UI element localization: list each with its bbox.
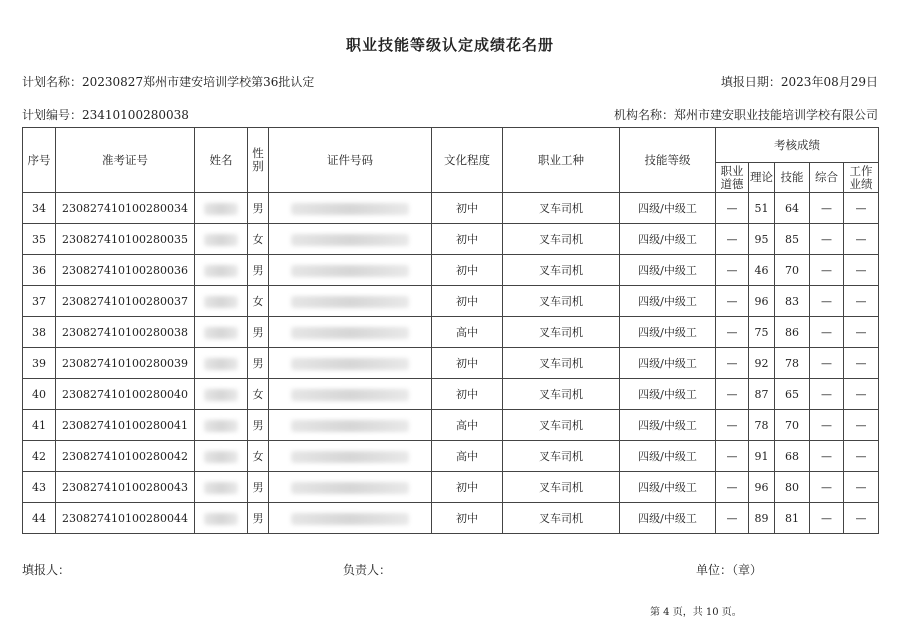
header-id-no: 证件号码 xyxy=(269,128,432,193)
cell-exam-no: 230827410100280037 xyxy=(56,286,195,317)
cell-id-no-redacted xyxy=(269,503,432,534)
cell-theory: 51 xyxy=(749,193,775,224)
cell-job: 叉车司机 xyxy=(503,441,620,472)
cell-gender: 男 xyxy=(248,255,269,286)
cell-job: 叉车司机 xyxy=(503,255,620,286)
fill-date: 填报日期：2023年08月29日 xyxy=(720,75,878,89)
redacted-blur xyxy=(204,389,238,401)
redacted-blur xyxy=(204,265,238,277)
header-education: 文化程度 xyxy=(432,128,503,193)
cell-comprehensive: — xyxy=(810,441,844,472)
cell-performance: — xyxy=(844,441,879,472)
cell-exam-no: 230827410100280039 xyxy=(56,348,195,379)
cell-seq: 35 xyxy=(23,224,56,255)
redacted-blur xyxy=(204,451,238,463)
header-name: 姓名 xyxy=(195,128,248,193)
cell-gender: 女 xyxy=(248,286,269,317)
cell-education: 初中 xyxy=(432,224,503,255)
cell-name-redacted xyxy=(195,379,248,410)
cell-education: 高中 xyxy=(432,317,503,348)
cell-skill: 81 xyxy=(775,503,810,534)
cell-comprehensive: — xyxy=(810,503,844,534)
cell-gender: 女 xyxy=(248,441,269,472)
cell-level: 四级/中级工 xyxy=(620,193,716,224)
cell-comprehensive: — xyxy=(810,472,844,503)
cell-skill: 85 xyxy=(775,224,810,255)
table-row xyxy=(23,286,879,317)
cell-level: 四级/中级工 xyxy=(620,503,716,534)
redacted-blur xyxy=(204,358,238,370)
cell-performance: — xyxy=(844,348,879,379)
cell-exam-no: 230827410100280040 xyxy=(56,379,195,410)
header-comprehensive: 综合 xyxy=(810,163,844,193)
header-seq: 序号 xyxy=(23,128,56,193)
redacted-blur xyxy=(291,420,409,432)
cell-performance: — xyxy=(844,410,879,441)
cell-theory: 95 xyxy=(749,224,775,255)
cell-seq: 43 xyxy=(23,472,56,503)
cell-name-redacted xyxy=(195,286,248,317)
cell-gender: 男 xyxy=(248,348,269,379)
cell-id-no-redacted xyxy=(269,348,432,379)
plan-name: 计划名称：20230827郑州市建安培训学校第36批认定 xyxy=(22,75,315,89)
cell-skill: 83 xyxy=(775,286,810,317)
header-level: 技能等级 xyxy=(620,128,716,193)
header-theory: 理论 xyxy=(749,163,775,193)
cell-name-redacted xyxy=(195,410,248,441)
header-exam-no: 准考证号 xyxy=(56,128,195,193)
table-row xyxy=(23,472,879,503)
cell-skill: 70 xyxy=(775,410,810,441)
cell-exam-no: 230827410100280044 xyxy=(56,503,195,534)
score-roster-table xyxy=(22,127,879,534)
cell-gender: 男 xyxy=(248,317,269,348)
redacted-blur xyxy=(291,234,409,246)
cell-theory: 89 xyxy=(749,503,775,534)
table-row xyxy=(23,255,879,286)
cell-id-no-redacted xyxy=(269,286,432,317)
redacted-blur xyxy=(291,513,409,525)
cell-ethics: — xyxy=(716,348,749,379)
cell-education: 初中 xyxy=(432,193,503,224)
cell-gender: 女 xyxy=(248,379,269,410)
header-skill: 技能 xyxy=(775,163,810,193)
header-job: 职业工种 xyxy=(503,128,620,193)
redacted-blur xyxy=(291,451,409,463)
cell-gender: 男 xyxy=(248,193,269,224)
cell-job: 叉车司机 xyxy=(503,348,620,379)
cell-gender: 女 xyxy=(248,224,269,255)
table-row xyxy=(23,503,879,534)
cell-performance: — xyxy=(844,503,879,534)
cell-theory: 96 xyxy=(749,472,775,503)
plan-number: 计划编号：23410100280038 xyxy=(22,108,189,122)
cell-gender: 男 xyxy=(248,472,269,503)
cell-level: 四级/中级工 xyxy=(620,441,716,472)
cell-performance: — xyxy=(844,317,879,348)
cell-id-no-redacted xyxy=(269,224,432,255)
document-title: 职业技能等级认定成绩花名册 xyxy=(345,36,554,54)
cell-comprehensive: — xyxy=(810,286,844,317)
cell-exam-no: 230827410100280036 xyxy=(56,255,195,286)
cell-level: 四级/中级工 xyxy=(620,286,716,317)
cell-ethics: — xyxy=(716,224,749,255)
cell-level: 四级/中级工 xyxy=(620,410,716,441)
footer-filler: 填报人： xyxy=(22,563,71,577)
cell-performance: — xyxy=(844,286,879,317)
cell-seq: 44 xyxy=(23,503,56,534)
cell-comprehensive: — xyxy=(810,255,844,286)
cell-education: 高中 xyxy=(432,441,503,472)
cell-job: 叉车司机 xyxy=(503,193,620,224)
cell-skill: 70 xyxy=(775,255,810,286)
redacted-blur xyxy=(291,265,409,277)
cell-exam-no: 230827410100280042 xyxy=(56,441,195,472)
redacted-blur xyxy=(291,482,409,494)
cell-seq: 40 xyxy=(23,379,56,410)
cell-level: 四级/中级工 xyxy=(620,224,716,255)
cell-name-redacted xyxy=(195,224,248,255)
cell-name-redacted xyxy=(195,441,248,472)
cell-comprehensive: — xyxy=(810,317,844,348)
cell-comprehensive: — xyxy=(810,379,844,410)
cell-performance: — xyxy=(844,193,879,224)
cell-exam-no: 230827410100280038 xyxy=(56,317,195,348)
redacted-blur xyxy=(291,203,409,215)
header-gender: 性别 xyxy=(248,128,269,193)
table-row xyxy=(23,379,879,410)
cell-education: 初中 xyxy=(432,472,503,503)
header-scores: 考核成绩 xyxy=(716,128,879,163)
cell-ethics: — xyxy=(716,410,749,441)
redacted-blur xyxy=(204,482,238,494)
table-row xyxy=(23,317,879,348)
cell-seq: 39 xyxy=(23,348,56,379)
cell-id-no-redacted xyxy=(269,317,432,348)
cell-comprehensive: — xyxy=(810,224,844,255)
cell-ethics: — xyxy=(716,255,749,286)
cell-id-no-redacted xyxy=(269,441,432,472)
cell-id-no-redacted xyxy=(269,472,432,503)
cell-theory: 46 xyxy=(749,255,775,286)
cell-seq: 38 xyxy=(23,317,56,348)
table-row xyxy=(23,224,879,255)
cell-theory: 75 xyxy=(749,317,775,348)
cell-theory: 96 xyxy=(749,286,775,317)
cell-skill: 86 xyxy=(775,317,810,348)
cell-level: 四级/中级工 xyxy=(620,472,716,503)
cell-gender: 男 xyxy=(248,503,269,534)
cell-theory: 78 xyxy=(749,410,775,441)
cell-ethics: — xyxy=(716,472,749,503)
cell-seq: 37 xyxy=(23,286,56,317)
cell-ethics: — xyxy=(716,379,749,410)
cell-theory: 91 xyxy=(749,441,775,472)
cell-seq: 41 xyxy=(23,410,56,441)
cell-skill: 65 xyxy=(775,379,810,410)
cell-job: 叉车司机 xyxy=(503,379,620,410)
cell-comprehensive: — xyxy=(810,348,844,379)
cell-seq: 42 xyxy=(23,441,56,472)
cell-name-redacted xyxy=(195,193,248,224)
redacted-blur xyxy=(204,234,238,246)
cell-name-redacted xyxy=(195,255,248,286)
cell-id-no-redacted xyxy=(269,379,432,410)
redacted-blur xyxy=(204,296,238,308)
redacted-blur xyxy=(204,513,238,525)
cell-education: 初中 xyxy=(432,286,503,317)
cell-education: 初中 xyxy=(432,348,503,379)
redacted-blur xyxy=(291,389,409,401)
footer-responsible: 负责人： xyxy=(343,563,392,577)
cell-comprehensive: — xyxy=(810,410,844,441)
cell-name-redacted xyxy=(195,348,248,379)
cell-level: 四级/中级工 xyxy=(620,379,716,410)
cell-seq: 36 xyxy=(23,255,56,286)
footer-unit-seal: 单位：（章） xyxy=(696,563,763,577)
cell-name-redacted xyxy=(195,472,248,503)
cell-education: 初中 xyxy=(432,255,503,286)
cell-performance: — xyxy=(844,255,879,286)
cell-id-no-redacted xyxy=(269,255,432,286)
cell-ethics: — xyxy=(716,317,749,348)
cell-skill: 68 xyxy=(775,441,810,472)
redacted-blur xyxy=(204,203,238,215)
cell-exam-no: 230827410100280034 xyxy=(56,193,195,224)
redacted-blur xyxy=(291,296,409,308)
cell-id-no-redacted xyxy=(269,193,432,224)
cell-exam-no: 230827410100280041 xyxy=(56,410,195,441)
cell-education: 初中 xyxy=(432,379,503,410)
cell-theory: 92 xyxy=(749,348,775,379)
table-row xyxy=(23,348,879,379)
cell-job: 叉车司机 xyxy=(503,224,620,255)
organization-name: 机构名称：郑州市建安职业技能培训学校有限公司 xyxy=(613,108,878,122)
cell-theory: 87 xyxy=(749,379,775,410)
cell-ethics: — xyxy=(716,193,749,224)
cell-job: 叉车司机 xyxy=(503,503,620,534)
cell-comprehensive: — xyxy=(810,193,844,224)
cell-level: 四级/中级工 xyxy=(620,317,716,348)
page-number: 第 4 页，共 10 页。 xyxy=(650,607,742,618)
cell-education: 高中 xyxy=(432,410,503,441)
cell-name-redacted xyxy=(195,317,248,348)
cell-job: 叉车司机 xyxy=(503,472,620,503)
cell-job: 叉车司机 xyxy=(503,286,620,317)
header-performance: 工作业绩 xyxy=(844,163,879,193)
cell-skill: 78 xyxy=(775,348,810,379)
redacted-blur xyxy=(291,358,409,370)
cell-education: 初中 xyxy=(432,503,503,534)
cell-exam-no: 230827410100280035 xyxy=(56,224,195,255)
cell-ethics: — xyxy=(716,286,749,317)
cell-level: 四级/中级工 xyxy=(620,348,716,379)
table-row xyxy=(23,193,879,224)
cell-gender: 男 xyxy=(248,410,269,441)
header-ethics: 职业道德 xyxy=(716,163,749,193)
cell-ethics: — xyxy=(716,441,749,472)
cell-name-redacted xyxy=(195,503,248,534)
cell-seq: 34 xyxy=(23,193,56,224)
redacted-blur xyxy=(204,420,238,432)
cell-id-no-redacted xyxy=(269,410,432,441)
cell-level: 四级/中级工 xyxy=(620,255,716,286)
cell-performance: — xyxy=(844,379,879,410)
table-row xyxy=(23,410,879,441)
cell-performance: — xyxy=(844,224,879,255)
cell-skill: 64 xyxy=(775,193,810,224)
cell-exam-no: 230827410100280043 xyxy=(56,472,195,503)
redacted-blur xyxy=(291,327,409,339)
redacted-blur xyxy=(204,327,238,339)
cell-job: 叉车司机 xyxy=(503,317,620,348)
cell-performance: — xyxy=(844,472,879,503)
cell-ethics: — xyxy=(716,503,749,534)
table-row xyxy=(23,441,879,472)
cell-skill: 80 xyxy=(775,472,810,503)
cell-job: 叉车司机 xyxy=(503,410,620,441)
